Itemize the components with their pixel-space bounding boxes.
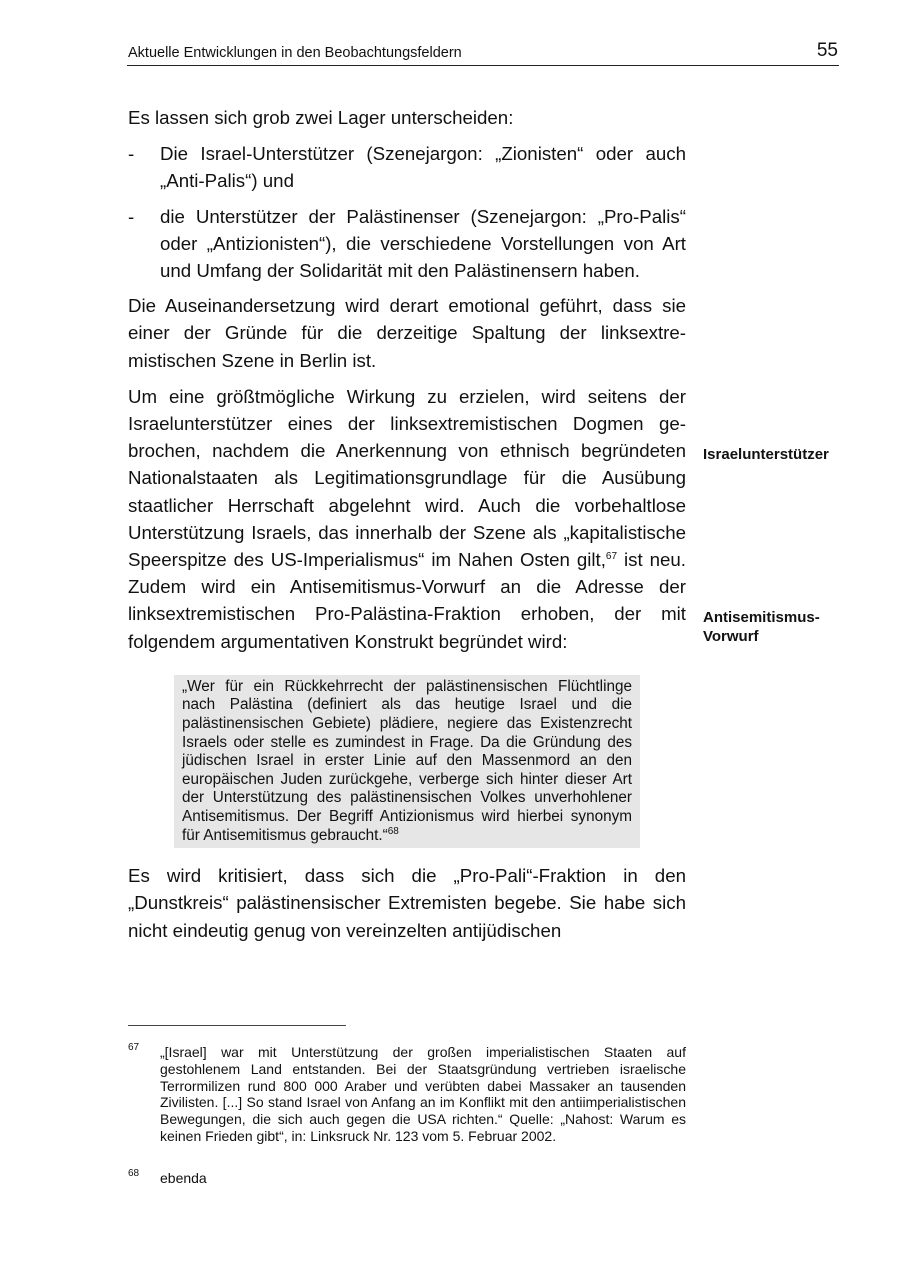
paragraph-text: ist neu. Zudem wird ein Antisemitismus-Vorwurf an die Adresse der linksextremistischen Pro-Palästina-Fraktion erhoben, der mit folgendem argumentativen Konstrukt begründet wird: — [128, 549, 686, 652]
footnote — [128, 1044, 686, 1145]
footnote-separator — [128, 1025, 346, 1026]
footnote-reference[interactable]: 68 — [387, 825, 399, 837]
footnote-reference[interactable]: 67 — [605, 550, 618, 562]
dash-marker: - — [128, 205, 135, 227]
dash-marker: - — [128, 143, 135, 165]
footnote-number: 67 — [128, 1042, 140, 1053]
list-item — [128, 203, 686, 285]
margin-note: Israelunterstützer — [703, 446, 829, 463]
paragraph: Es wird kritisiert, dass sich die „Pro-Pali“-Fraktion in den „Dunstkreis“ palästinensischer Extremisten begebe. Sie habe sich nicht eindeutig genug von vereinzelten antijüdischen — [128, 865, 686, 941]
list-item-text: die Unterstützer der Palästinenser (Szenejargon: „Pro-Palis“ oder „Antizionisten“), die verschiedene Vorstellungen von Art und Umfang der Solidarität mit den Palästinensern haben. — [160, 205, 686, 282]
list-item-text: Die Israel-Unterstützer (Szenejargon: „Zionisten“ oder auch „Anti-Palis“) und — [160, 143, 686, 192]
intro-paragraph: Es lassen sich grob zwei Lager unterscheiden: — [128, 107, 514, 128]
margin-note: Antisemitismus-Vorwurf — [703, 609, 820, 645]
paragraph: Die Auseinandersetzung wird derart emotional geführt, dass sie einer der Gründe für die derzeitige Spaltung der linksextremistischen Szene in Berlin ist. — [128, 295, 686, 371]
footnote-text: ebenda — [160, 1170, 207, 1186]
main-text — [128, 104, 686, 953]
page-number: 55 — [816, 40, 838, 61]
paragraph — [128, 383, 686, 655]
quote-text: „Wer für ein Rückkehrrecht der palästinensischen Flüchtlinge nach Palästina (definiert als das heutige Israel und die palästinensischen Gebiete) plädiere, negiere das Existenzrecht Israels oder stelle es zumindest in Frage. Da die Gründung des jüdischen Israel in erster Linie auf den Massenmord an den europäischen Juden zurückgehe, verberge sich hinter dieser Art der Unterstützung des palästinensischen Volkes unverhohlener Antisemitismus. Der Begriff Antizionismus wird hierbei synonym für Antisemitismus gebraucht.“ — [182, 677, 632, 844]
paragraph-text: Um eine größtmögliche Wirkung zu erzielen, wird seitens der Israelunterstützer eines der linksextremistischen Dogmen gebrochen, nachdem die Anerkennung von ethnisch begründeten Nationalstaaten als Legitimationsgrundlage für die Ausübung staatlicher Herrschaft abgelehnt wird. Auch die vorbehaltlose Unterstützung Israels, das innerhalb der Szene als „kapitalistische Speerspitze des US-Imperialismus“ im Nahen Osten gilt, — [128, 385, 686, 571]
footnote — [128, 1170, 686, 1187]
footnote-number: 68 — [128, 1168, 140, 1179]
block-quote — [174, 675, 640, 848]
footnote-text: „[Israel] war mit Unterstützung der großen imperialistischen Staaten auf gestohlenem Land entstanden. Bei der Staatsgründung vertrieben israelische Terrormilizen rund 800 000 Araber und verübten dabei Massaker an tausenden Zivilisten. [...] So stand Israel von Anfang an im Konflikt mit den antiimperialistischen Bewegungen, die sich auch gegen die USA richten.“ Quelle: „Nahost: Warum es keinen Frieden gibt“, in: Linksruck Nr. 123 vom 5. Februar 2002. — [160, 1044, 686, 1144]
page-header — [127, 38, 839, 66]
list-item — [128, 140, 686, 194]
running-header-title: Aktuelle Entwicklungen in den Beobachtungsfeldern — [128, 45, 462, 61]
